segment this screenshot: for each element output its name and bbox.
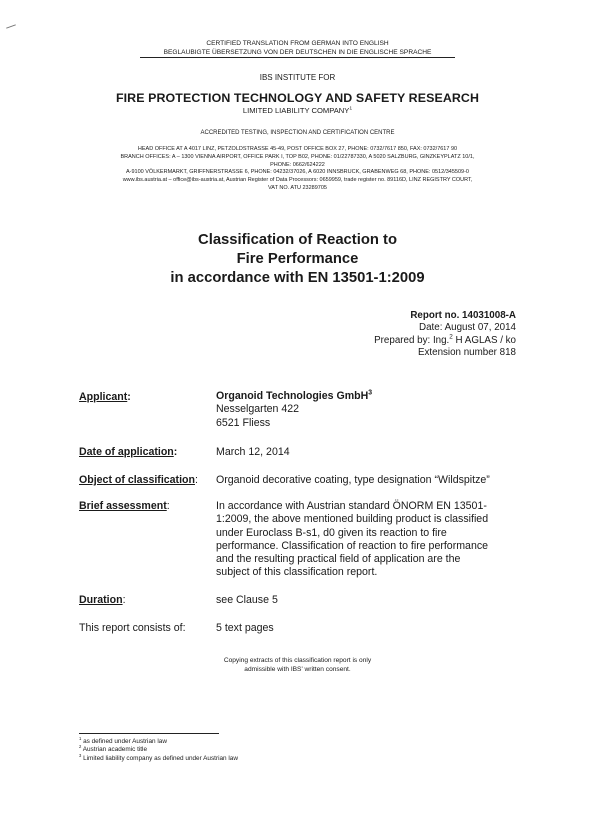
cert-line-en: CERTIFIED TRANSLATION FROM GERMAN INTO ENGLISH [206,40,389,47]
footnote-divider [79,733,219,734]
brief-line: 1:2009, the above mentioned building product is classified [216,513,489,526]
brief-line: and the resulting practical field of application are the [216,553,461,566]
extension-number: Extension number 818 [417,347,516,359]
footnote-text: as defined under Austrian law [81,738,167,745]
prepared-footnote-ref: 2 [449,333,453,341]
title-line-3: in accordance with EN 13501-1:2009 [170,270,425,286]
footnote-number: 1 [79,735,82,741]
office-addresses [40,146,555,193]
date-application-label-text: Date of application [79,446,174,458]
applicant-value [216,390,372,430]
object-label: Object of classification: [79,474,198,486]
office-line: HEAD OFFICE AT A 4017 LINZ, PETZOLDSTRASSE 45-49, POST OFFICE BOX 27, PHONE: 0732/7617 850, FAX: 0732/7617 90 [137,146,458,152]
consists-value: 5 text pages [216,622,274,634]
duration-value: see Clause 5 [216,594,278,606]
office-line: VAT NO. ATU 23289705 [268,184,327,191]
header-divider [140,57,455,58]
applicant-city: 6521 Fliess [216,416,271,429]
footnote-text: Limited liability company as defined under Austrian law [81,754,238,762]
title-line-1: Classification of Reaction to [198,232,397,248]
brief-value [216,500,488,580]
footnote-number: 3 [79,752,82,758]
brief-label-text: Brief assessment [79,500,167,512]
prepared-by [374,335,516,347]
office-line: PHONE: 0662/624222 [270,161,325,168]
applicant-name-text: Organoid Technologies GmbH [216,390,369,402]
footnotes [79,735,238,763]
applicant-label: Applicant: [79,391,131,403]
report-number: Report no. 14031008-A [410,310,516,321]
brief-line: under Euroclass B-s1, d0 given its reaction to fire [216,526,447,539]
institute-title: FIRE PROTECTION TECHNOLOGY AND SAFETY RESEARCH [115,91,480,105]
applicant-footnote-ref: 3 [368,389,373,397]
applicant-street: Nesselgarten 422 [216,403,300,416]
certification-header [40,40,555,57]
brief-line: In accordance with Austrian standard ÖNORM EN 13501- [216,500,487,512]
brief-line: subject of this classification report. [216,566,378,579]
institute-for: IBS INSTITUTE FOR [259,73,336,82]
accreditation: ACCREDITED TESTING, INSPECTION AND CERTIFICATION CENTRE [200,130,395,136]
copy-notice-line: admissible with IBS' written consent. [244,665,351,673]
office-line: www.ibs.austria.at – office@ibs-austria.at, Austrian Register of Data Processors: 0659959, trade register no. 89116D, LINZ REGISTRY COURT, [122,177,473,184]
report-date: Date: August 07, 2014 [419,322,516,334]
office-line: A-9100 VÖLKERMARKT, GRIFFNERSTRASSE 6, PHONE: 04232/37026, A 6020 INNSBRUCK, GRABENWEG 68, PHONE: 0512/345509-0 [126,169,469,176]
object-value: Organoid decorative coating, type designation “Wildspitze” [216,474,490,486]
applicant-name [216,390,372,403]
footnote-item [79,746,238,754]
prepared-name: H AGLAS / ko [452,334,516,346]
footnote-number: 2 [79,744,82,750]
llc-text: LIMITED LIABILITY COMPANY [242,106,350,115]
scan-mark [6,24,16,28]
copy-notice-line: Copying extracts of this classification report is only [223,657,372,664]
brief-line: performance. Classification of reaction to fire performance [216,539,489,552]
footnote-item [79,752,238,763]
date-application-label: Date of application: [79,446,178,458]
report-info [374,310,516,360]
company-type [40,106,555,115]
object-label-text: Object of classification [79,474,195,486]
date-application-value: March 12, 2014 [216,446,290,458]
brief-label: Brief assessment: [79,500,170,512]
office-line: BRANCH OFFICES: A – 1300 VIENNA AIRPORT, OFFICE PARK I, TOP B02, PHONE: 01/22787330, A 5020 SALZBURG, GINZKEYPLATZ 10/1, [120,153,475,160]
duration-label: Duration: [79,594,126,606]
cert-line-de: BEGLAUBIGTE ÜBERSETZUNG VON DER DEUTSCHEN IN DIE ENGLISCHE SPRACHE [163,48,432,56]
copy-notice [195,657,400,674]
prepared-prefix: Prepared by: Ing. [374,334,450,346]
duration-label-text: Duration [79,594,123,606]
footnote-text: Austrian academic title [81,746,148,754]
applicant-label-text: Applicant [79,391,128,403]
document-title [40,231,555,288]
consists-label: This report consists of: [79,622,186,634]
title-line-2: Fire Performance [236,251,359,267]
llc-footnote-ref: 1 [349,106,353,112]
